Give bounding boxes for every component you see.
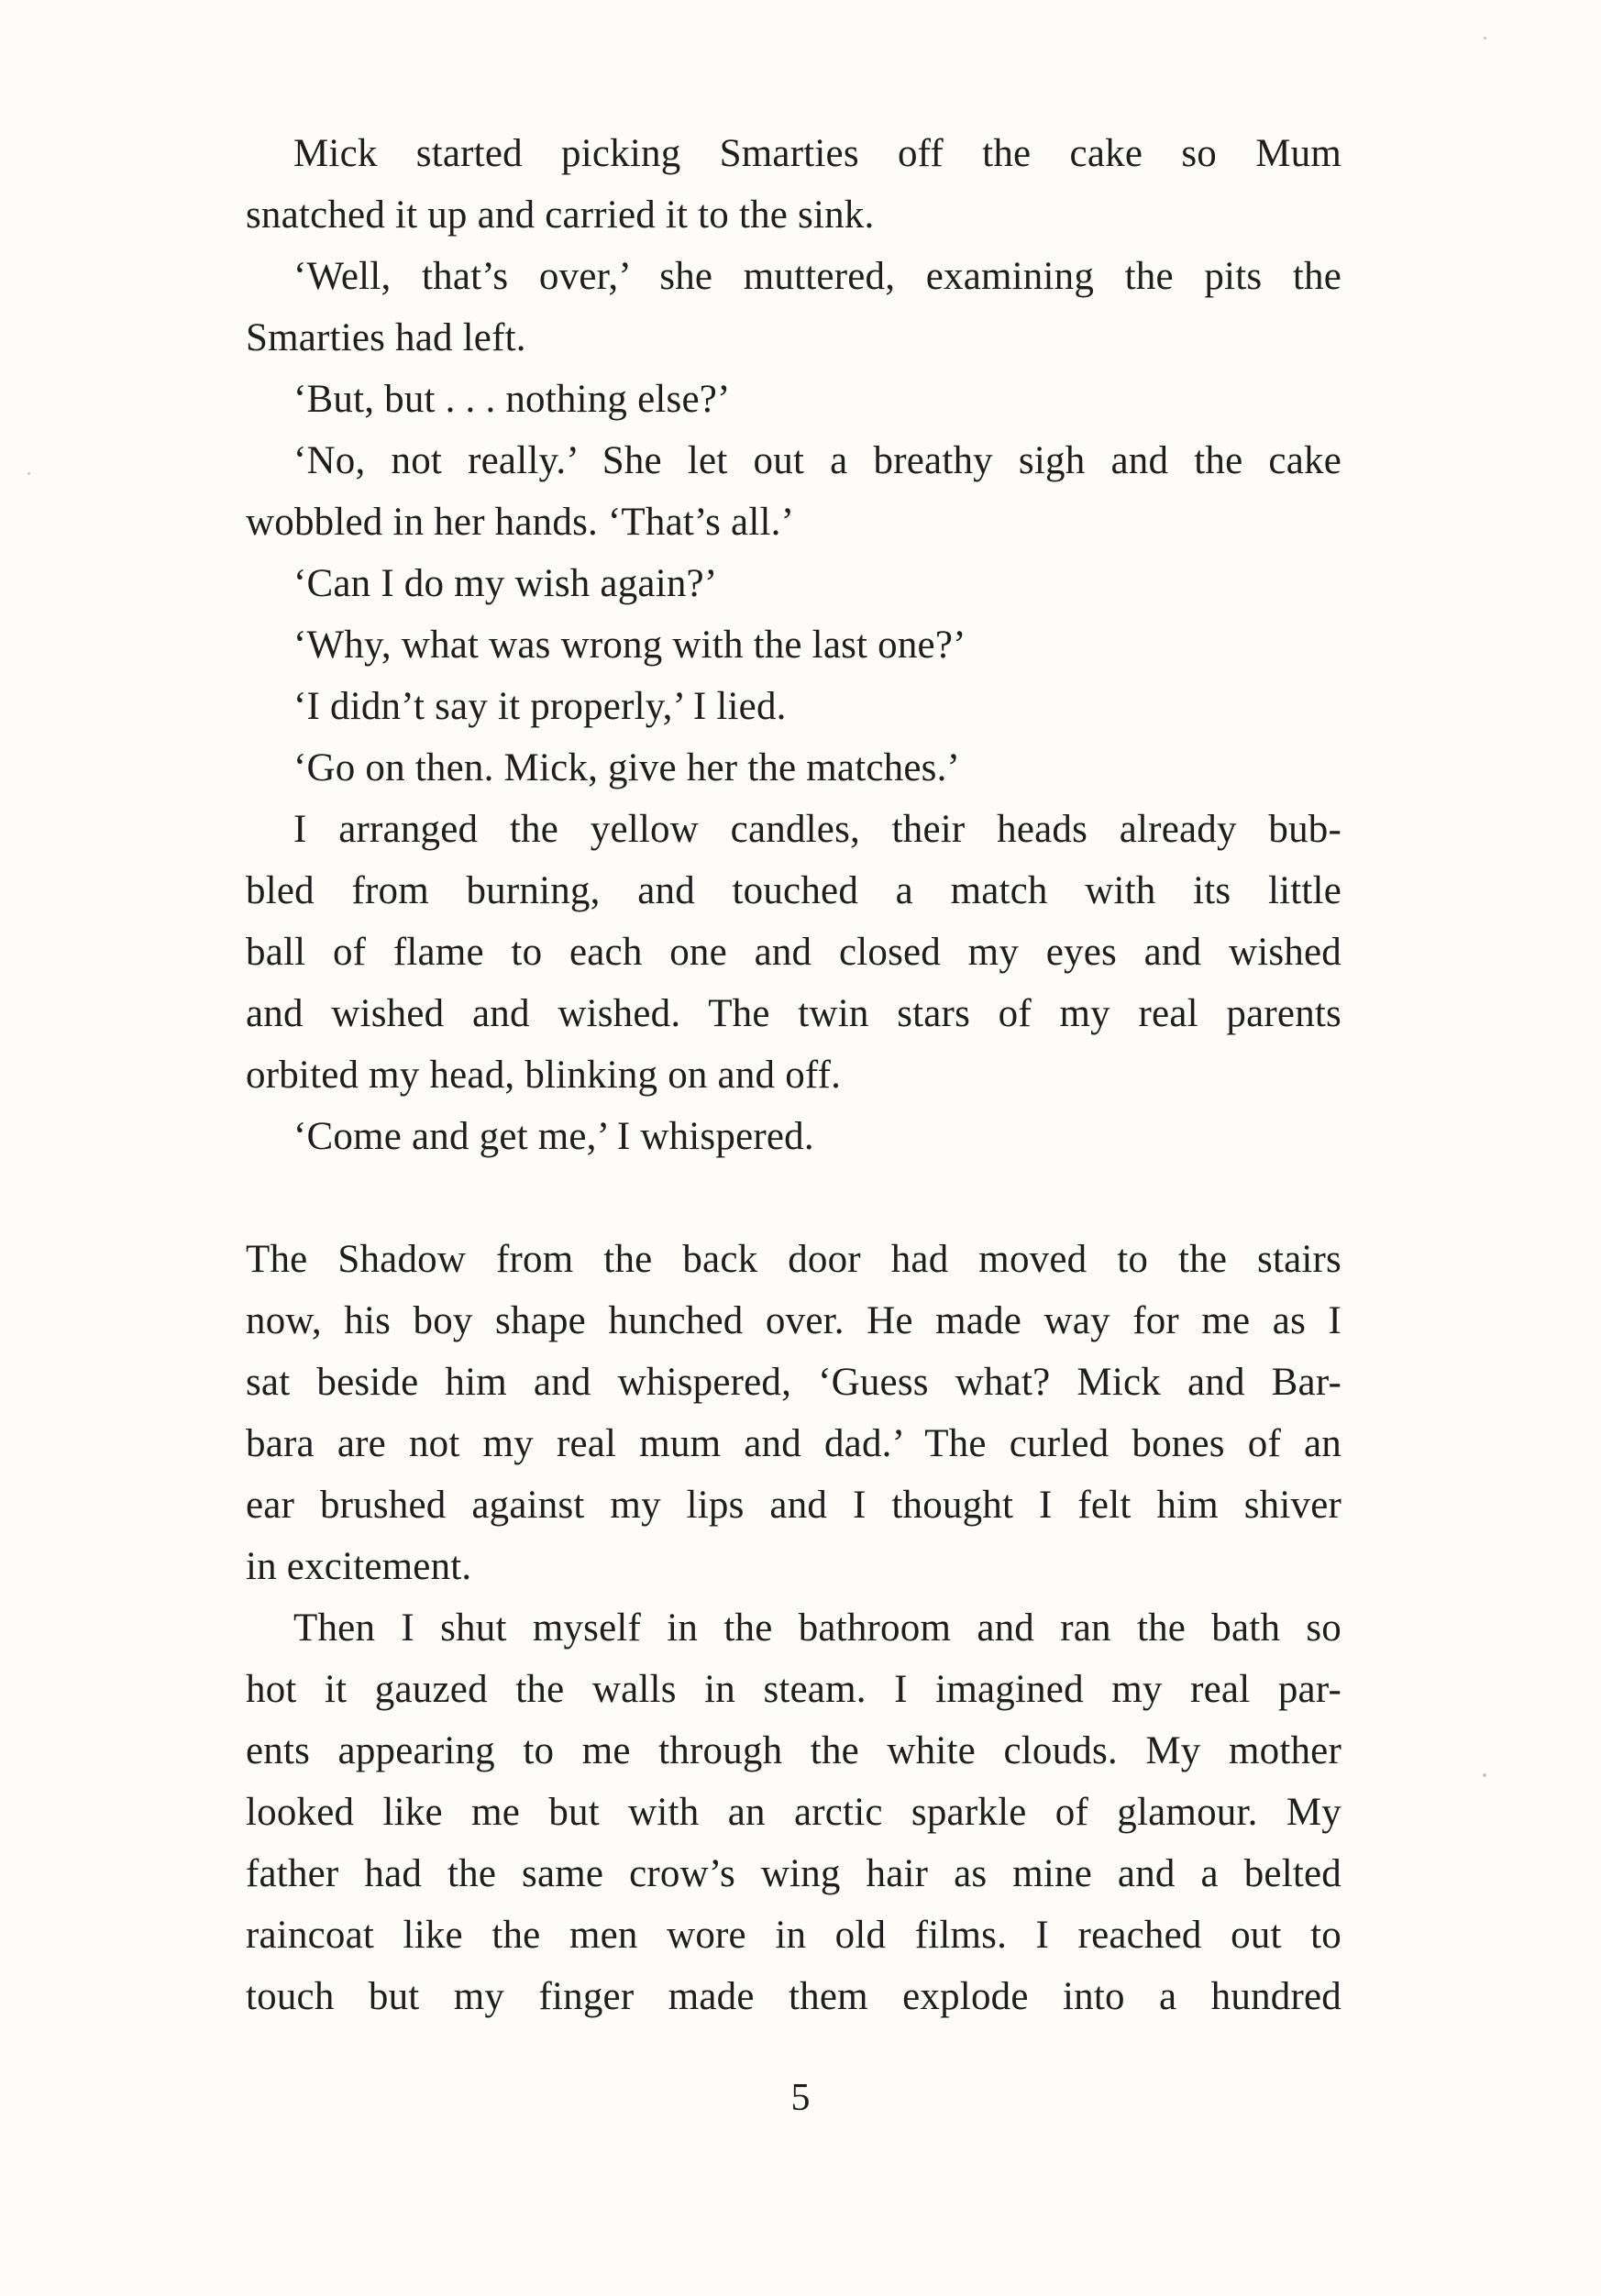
scan-speck: [28, 472, 30, 475]
text-line: now, his boy shape hunched over. He made way for me as I: [246, 1299, 1342, 1342]
text-line: The Shadow from the back door had moved to the stairs: [246, 1238, 1342, 1281]
text-line: Smarties had left.: [246, 316, 526, 359]
text-line: ‘Go on then. Mick, give her the matches.’: [293, 746, 961, 789]
text-line: bled from burning, and touched a match with its little: [246, 869, 1342, 912]
text-line: ‘Well, that’s over,’ she muttered, examining the pits the: [293, 255, 1342, 298]
text-line: ‘But, but . . . nothing else?’: [293, 378, 731, 421]
text-line: hot it gauzed the walls in steam. I imagined my real par-: [246, 1668, 1342, 1711]
text-line: ball of flame to each one and closed my eyes and wished: [246, 931, 1342, 974]
text-line: father had the same crow’s wing hair as mine and a belted: [246, 1852, 1342, 1895]
text-line: and wished and wished. The twin stars of my real parents: [246, 992, 1342, 1035]
text-line: wobbled in her hands. ‘That’s all.’: [246, 501, 795, 544]
text-line: sat beside him and whispered, ‘Guess what? Mick and Bar-: [246, 1361, 1342, 1404]
text-line: ear brushed against my lips and I thought I felt him shiver: [246, 1484, 1342, 1527]
text-line: ‘Come and get me,’ I whispered.: [293, 1115, 814, 1158]
text-line: I arranged the yellow candles, their heads already bub-: [293, 808, 1342, 851]
text-line: ‘Can I do my wish again?’: [293, 562, 718, 605]
text-line: ‘Why, what was wrong with the last one?’: [293, 624, 966, 667]
text-line: ents appearing to me through the white clouds. My mother: [246, 1729, 1342, 1772]
text-line: ‘I didn’t say it properly,’ I lied.: [293, 685, 787, 728]
text-line: looked like me but with an arctic sparkle of glamour. My: [246, 1791, 1342, 1834]
page-number: 5: [790, 2077, 811, 2119]
text-line: in excitement.: [246, 1545, 472, 1588]
text-line: touch but my finger made them explode into a hundred: [246, 1975, 1342, 2018]
text-line: raincoat like the men wore in old films. I reached out to: [246, 1914, 1342, 1957]
text-line: Then I shut myself in the bathroom and ran the bath so: [293, 1606, 1342, 1650]
text-line: orbited my head, blinking on and off.: [246, 1054, 842, 1097]
text-line: ‘No, not really.’ She let out a breathy sigh and the cake: [293, 439, 1342, 482]
text-line: Mick started picking Smarties off the cake so Mum: [293, 132, 1342, 175]
text-line: bara are not my real mum and dad.’ The curled bones of an: [246, 1422, 1342, 1465]
text-line: snatched it up and carried it to the sink.: [246, 193, 875, 237]
scan-speck: [1484, 37, 1486, 39]
scan-speck: [1483, 1773, 1486, 1777]
